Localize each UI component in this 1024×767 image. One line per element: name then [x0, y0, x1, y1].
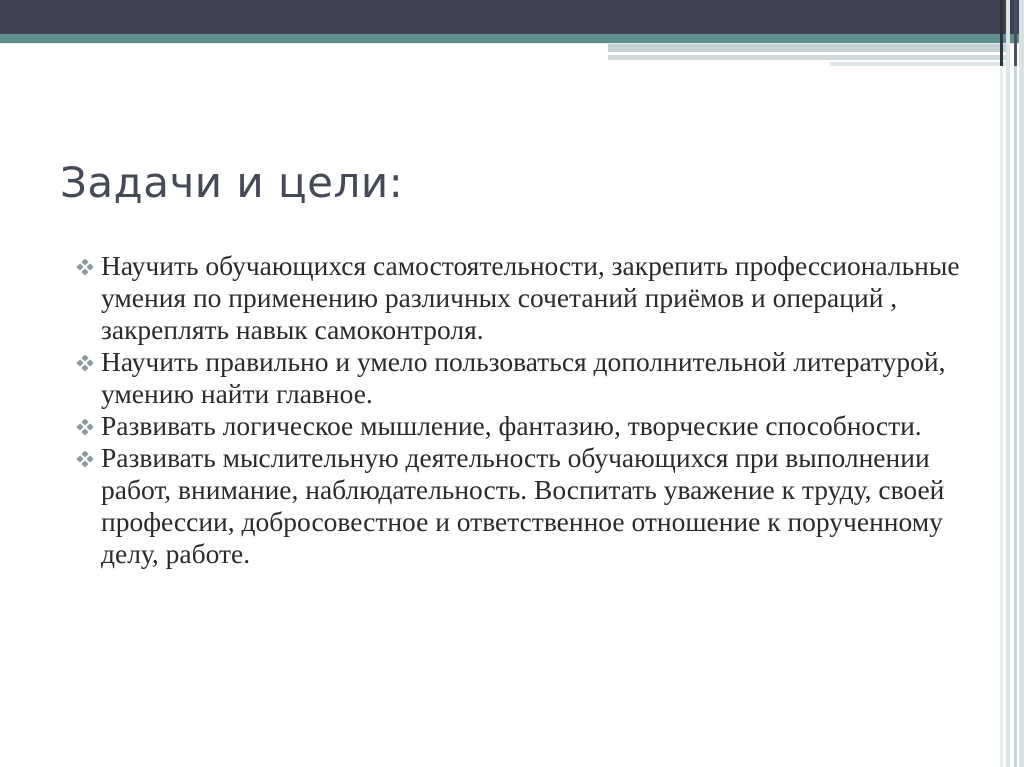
bullet-text: Развивать логическое мышление, фантазию, творческие способности.: [101, 410, 922, 441]
header-band-light-secondary: [608, 55, 1008, 60]
slide-title: Задачи и цели:: [60, 158, 404, 207]
bullet-item: [74, 442, 974, 570]
diamond-bullet-icon: [74, 346, 98, 378]
right-edge-stripe-dark: [1000, 0, 1003, 66]
diamond-bullet-icon: [74, 410, 98, 442]
right-edge-stripe-dark: [1014, 0, 1017, 66]
bullet-item: [74, 410, 974, 442]
bullet-item: [74, 346, 974, 410]
right-edge-stripe: [1019, 0, 1024, 767]
bullet-list: [74, 250, 974, 570]
right-edge-stripe: [1000, 0, 1003, 767]
diamond-bullet-icon: [74, 442, 98, 474]
bullet-text: Развивать мыслительную деятельность обучающихся при выполнении работ, внимание, наблюдательность. Воспитать уважение к труду, своей профессии, добросовестное и ответственное отношение к порученному делу, работе.: [101, 442, 945, 569]
bullet-text: Научить обучающихся самостоятельности, закрепить профессиональные умения по применению различных сочетаний приёмов и операций , закреплять навык самоконтроля.: [101, 250, 960, 345]
header-band-dark: [0, 0, 1024, 34]
right-edge-stripe: [1014, 0, 1017, 767]
bullet-text: Научить правильно и умело пользоваться дополнительной литературой, умению найти главное.: [101, 346, 946, 409]
right-edge-stripe: [1006, 0, 1010, 767]
header-band-light: [608, 44, 1008, 52]
header-band-stub: [830, 62, 1008, 66]
bullet-item: [74, 250, 974, 346]
diamond-bullet-icon: [74, 250, 98, 282]
